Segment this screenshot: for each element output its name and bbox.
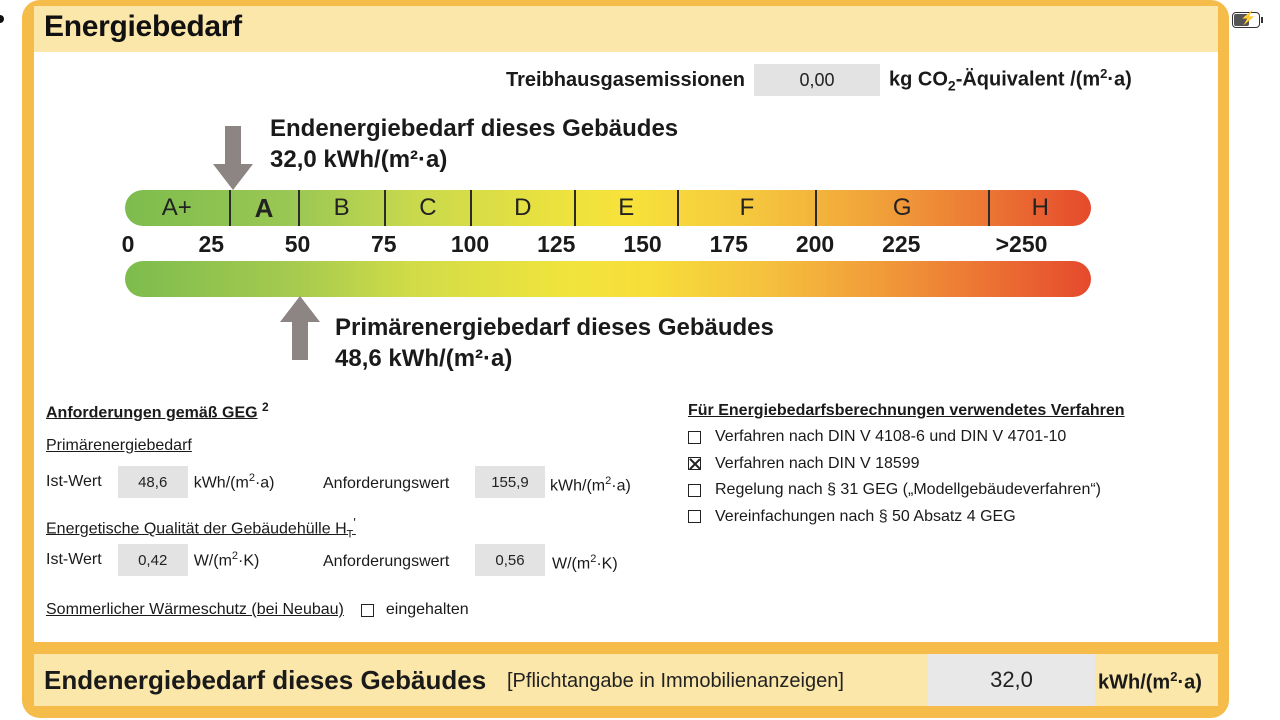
shell-anf-unit: $W/(m^2\cdot K)$	[552, 553, 618, 573]
primary-ist-label: Ist-Wert	[46, 473, 102, 490]
energy-class-scale	[125, 190, 1091, 226]
primary-anf-label: Anforderungswert	[323, 475, 450, 492]
scale-tick: 125	[537, 231, 576, 257]
scale-tick: 75	[370, 231, 397, 257]
battery-icon	[1232, 12, 1260, 28]
method-item	[688, 455, 920, 473]
primary-energy-label: Primärenergiebedarf dieses Gebäudes	[335, 314, 774, 341]
primary-anf-unit: kWh/$(m^2\cdot a)$	[550, 475, 631, 495]
edge-dot	[0, 15, 4, 23]
primary-energy-value: 48,6 kWh/(m²·a)	[335, 345, 513, 372]
energy-class-h: H	[988, 190, 1092, 226]
scale-tick: 0	[121, 231, 135, 257]
method-checkbox[interactable]	[688, 484, 701, 497]
primary-requirements-heading: Primärenergiebedarf	[46, 437, 192, 454]
shell-ist-label: Ist-Wert	[46, 551, 102, 568]
end-energy-label: Endenergiebedarf dieses Gebäudes	[270, 115, 679, 142]
scale-ticks	[121, 231, 1091, 259]
methods-heading: Für Energiebedarfsberechnungen verwendetes Verfahren	[688, 402, 1125, 419]
scale-tick: 225	[882, 231, 921, 257]
shell-anf-value: 0,56	[475, 544, 545, 576]
energy-class-a-plus: A+	[161, 194, 192, 221]
summer-protection-checkbox[interactable]	[361, 604, 374, 617]
ghg-value: 0,00	[754, 64, 880, 96]
charging-icon: ⚡	[1240, 10, 1257, 25]
ghg-unit: kg $CO_2$-Äquivalent $/(m^2\cdot a)$	[888, 66, 1132, 94]
primary-energy-scale	[125, 261, 1091, 297]
summer-protection-row	[46, 601, 469, 619]
primary-anf-value: 155,9	[475, 466, 545, 498]
ghg-label: Treibhausgasemissionen	[506, 68, 745, 91]
method-label: Vereinfachungen nach § 50 Absatz 4 GEG	[715, 507, 1016, 525]
energy-class-g: G	[815, 190, 988, 226]
summer-protection-label: Sommerlicher Wärmeschutz (bei Neubau)	[46, 601, 344, 618]
method-label: Regelung nach § 31 GEG („Modellgebäudeverfahren“)	[715, 481, 1102, 498]
primary-requirements-row	[46, 466, 631, 498]
scale-tick: 175	[709, 231, 748, 257]
scale-tick: 25	[198, 231, 225, 257]
method-item	[688, 428, 1066, 446]
shell-anf-label: Anforderungswert	[323, 553, 450, 570]
scale-tick: >250	[995, 231, 1048, 257]
page-title: Energiebedarf	[44, 10, 242, 43]
footer-value: 32,0	[928, 654, 1095, 706]
ghg-row	[506, 64, 1132, 96]
shell-ist-unit: $W/(m^2\cdot K)$	[193, 549, 260, 570]
requirements-heading: Anforderungen gemäß GEG $^2$	[46, 400, 269, 422]
primary-energy-arrow-icon	[280, 296, 320, 360]
energy-class-f: F	[677, 190, 815, 226]
method-checkbox[interactable]	[688, 510, 701, 523]
method-item	[688, 508, 1016, 526]
footer-note: [Pflichtangabe in Immobilienanzeigen]	[507, 670, 844, 692]
scale-tick: 100	[450, 231, 490, 257]
method-checkbox[interactable]	[688, 457, 701, 470]
method-label: Verfahren nach DIN V 4108-6 und DIN V 4701-10	[715, 428, 1067, 445]
end-energy-value: 32,0 kWh/(m²·a)	[270, 146, 448, 173]
end-energy-arrow-icon	[213, 126, 253, 190]
energy-class-a: A	[229, 190, 298, 226]
scale-tick: 50	[284, 231, 311, 257]
energy-class-c: C	[384, 190, 470, 226]
end-energy-indicator	[270, 113, 678, 175]
primary-ist-unit: kWh/$(m^2\cdot a)$	[193, 471, 275, 492]
method-item	[688, 481, 1101, 499]
method-label: Verfahren nach DIN V 18599	[715, 454, 920, 472]
method-checkbox[interactable]	[688, 431, 701, 444]
footer-unit: kWh/$(m^2\cdot a)$	[1098, 669, 1202, 694]
primary-energy-indicator	[335, 312, 774, 374]
summer-protection-check-label: eingehalten	[385, 601, 469, 618]
footer-title: Endenergiebedarf dieses Gebäudes	[44, 665, 487, 695]
primary-ist-value: 48,6	[118, 466, 188, 498]
energy-class-d: D	[470, 190, 574, 226]
scale-tick: 200	[795, 231, 835, 257]
energy-class-e: E	[574, 190, 678, 226]
shell-requirements-heading: Energetische Qualität der Gebäudehülle $H_T'$	[46, 515, 356, 541]
shell-ist-value: 0,42	[118, 544, 188, 576]
scale-tick: 150	[623, 231, 662, 257]
energy-class-b: B	[298, 190, 384, 226]
shell-requirements-row	[46, 544, 618, 576]
